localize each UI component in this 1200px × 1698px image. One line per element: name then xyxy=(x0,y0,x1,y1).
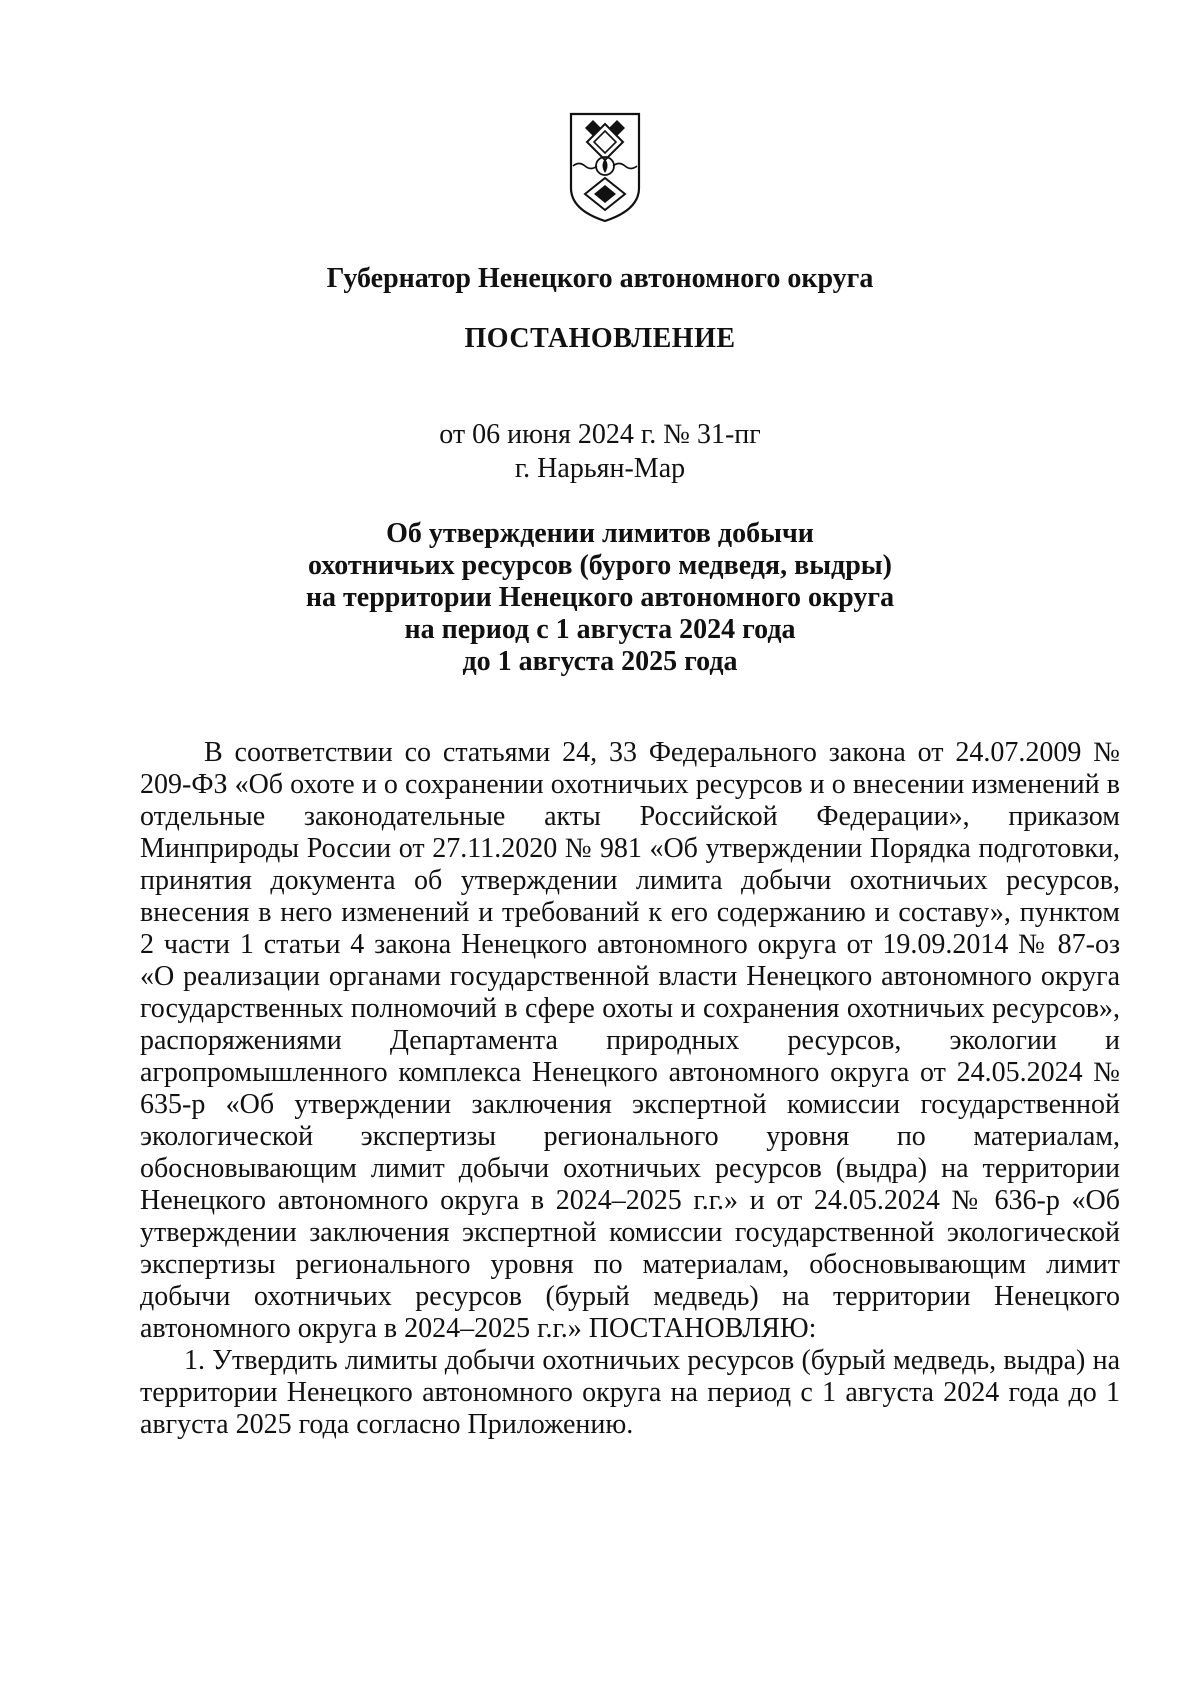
title-line: на период с 1 августа 2024 года xyxy=(404,614,796,645)
title-line: Об утверждении лимитов добычи xyxy=(386,518,814,549)
preamble-paragraph: В соответствии со статьями 24, 33 Федерального закона от 24.07.2009 № 209-ФЗ «Об охоте и о сохранении охотничьих ресурсов и о внесении изменений в отдельные законодательные акты Российской Федерации», приказом Минприроды России от 27.11.2020 № 981 «Об утверждении Порядка подготовки, принятия документа об утверждении лимита добычи охотничьих ресурсов, внесения в него изменений и требований к его содержанию и составу», пунктом 2 части 1 статьи 4 закона Ненецкого автономного округа от 19.09.2014 № 87-оз «О реализации органами государственной власти Ненецкого автономного округа государственных полномочий в сфере охоты и сохранения охотничьих ресурсов», распоряжениями Департамента природных ресурсов, экологии и агропромышленного комплекса Ненецкого автономного округа от 24.05.2024 № 635-р «Об утверждении заключения экспертной комиссии государственной экологической экспертизы регионального уровня по материалам, обосновывающим лимит добычи охотничьих ресурсов (выдра) на территории Ненецкого автономного округа в 2024–2025 г.г.» и от 24.05.2024 № 636-р «Об утверждении заключения экспертной комиссии государственной экологической экспертизы регионального уровня по материалам, обосновывающим лимит добычи охотничьих ресурсов (бурый медведь) на территории Ненецкого автономного округа в 2024–2025 г.г.» ПОСТАНОВЛЯЮ: xyxy=(140,737,1120,1344)
title-line: до 1 августа 2025 года xyxy=(462,646,738,677)
coat-of-arms-emblem xyxy=(565,110,645,225)
document-type: ПОСТАНОВЛЕНИЕ xyxy=(464,323,736,354)
title-line: на территории Ненецкого автономного округа xyxy=(305,582,895,613)
issuing-authority: Губернатор Ненецкого автономного округа xyxy=(326,263,874,294)
document-body xyxy=(140,737,1120,1441)
document-title xyxy=(0,518,1200,678)
place-of-issue: г. Нарьян-Мар xyxy=(514,453,686,484)
resolution-item-1: 1. Утвердить лимиты добычи охотничьих ресурсов (бурый медведь, выдра) на территории Ненецкого автономного округа на период с 1 августа 2024 года до 1 августа 2025 года согласно Приложению. xyxy=(140,1345,1120,1440)
title-line: охотничьих ресурсов (бурого медведя, выдры) xyxy=(308,550,892,581)
date-and-number: от 06 июня 2024 г. № 31-пг xyxy=(439,419,761,450)
